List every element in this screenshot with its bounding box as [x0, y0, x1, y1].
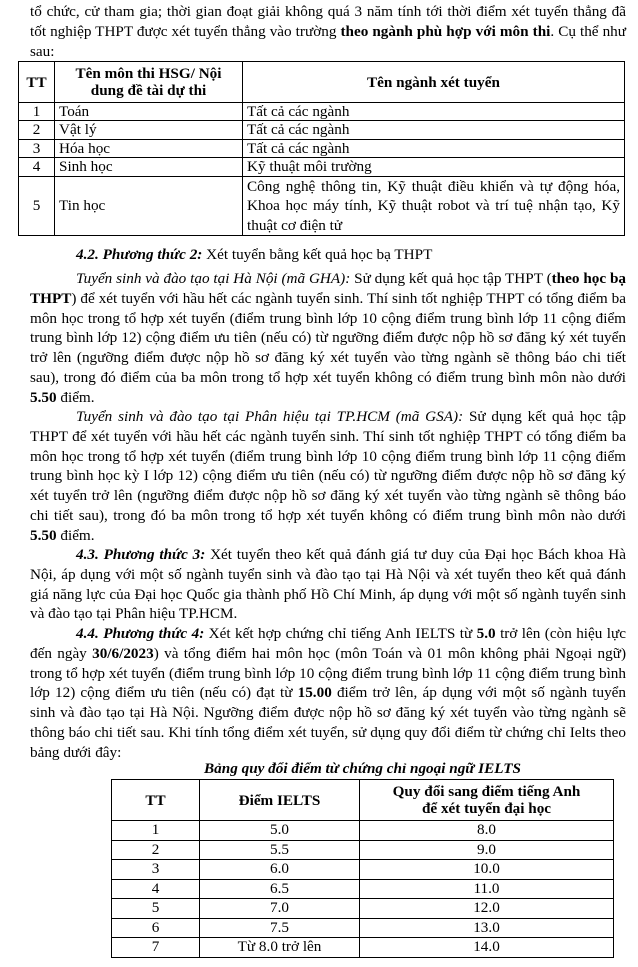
section-4-3-text: Xét tuyển theo kết quả đánh giá tư duy của Đại học Bách khoa Hà Nội, áp dụng với một số ngành tuyển sinh và đào tạo tại Hà Nội và xét tuyển theo kết quả đánh giá năng lực của Đại học Quốc gia thành phố Hồ Chí Minh, áp dụng với một số ngành tuyển sinh và đào tạo tại Phân hiệu TP.HCM.: [30, 546, 626, 623]
header-majors: Tên ngành xét tuyển: [243, 62, 625, 103]
paragraph-hanoi: [30, 269, 626, 408]
section-4-3-title: 4.3. Phương thức 3:: [76, 546, 206, 563]
row-tt: 1: [112, 821, 200, 841]
hanoi-text-2: ) để xét tuyển với hầu hết các ngành tuyển sinh. Thí sinh tốt nghiệp THPT có tổng điểm ba môn học trong tổ hợp xét tuyển (điểm trung bình lớp 10 cộng điểm trung bình lớp 11 cộng điểm trung bình lớp 12) cộng điểm ưu tiên (nếu có) từ ngưỡng điểm được nộp hồ sơ đăng ký xét tuyển trở lên (ngưỡng điểm được nộp hồ sơ đăng ký xét tuyển vào từng ngành sẽ thông báo chi tiết sau), trong đó điểm của ba môn trong tổ hợp xét tuyển không có điểm trung bình môn nào dưới: [30, 289, 626, 386]
row-subject: Toán: [55, 103, 243, 121]
section-4-2-heading: [30, 245, 626, 265]
table-row: [19, 121, 625, 139]
row-score: 13.0: [360, 918, 614, 938]
table-row: [19, 139, 625, 157]
header-ielts: Điểm IELTS: [200, 780, 360, 821]
section-4-4-bold-2: 30/6/2023: [92, 644, 154, 662]
hcm-text-2: điểm.: [56, 526, 95, 544]
table-row: [112, 879, 614, 899]
header-subject: Tên môn thi HSG/ Nội dung đề tài dự thi: [55, 62, 243, 103]
ielts-table-caption: Bảng quy đổi điểm từ chứng chỉ ngoại ngữ IELTS: [204, 760, 521, 777]
row-tt: 4: [19, 158, 55, 176]
row-ielts: 6.0: [200, 860, 360, 880]
row-majors: Tất cả các ngành: [243, 121, 625, 139]
section-4-4-text-3: ) và tổng điểm hai môn học (môn Toán và 01 môn không phải Ngoại ngữ) trong tổ hợp xét tuyển (điểm trung bình lớp 10 cộng điểm trung bình lớp 11 cộng điểm trung bình lớp 12) cộng điểm ưu tiên (nếu có) đạt từ: [30, 644, 627, 702]
row-tt: 4: [112, 879, 200, 899]
hanoi-bold-1: theo học bạ THPT: [30, 270, 626, 307]
table-row: [112, 821, 614, 841]
table-row: [19, 158, 625, 176]
row-ielts: 5.5: [200, 840, 360, 860]
row-ielts: 7.0: [200, 899, 360, 919]
row-score: 14.0: [360, 938, 614, 958]
row-tt: 5: [19, 176, 55, 236]
header-tt: TT: [19, 62, 55, 103]
row-score: 12.0: [360, 899, 614, 919]
subjects-table: [18, 61, 625, 236]
row-tt: 1: [19, 103, 55, 121]
row-tt: 2: [112, 840, 200, 860]
header-tt: TT: [112, 780, 200, 821]
row-ielts: Từ 8.0 trở lên: [200, 938, 360, 958]
row-tt: 3: [112, 860, 200, 880]
section-4-4-text-2: trở lên (còn hiệu lực đến ngày: [30, 625, 626, 662]
table-row: [112, 860, 614, 880]
hcm-label: Tuyển sinh và đào tạo tại Phân hiệu tại TP.HCM (mã GSA):: [76, 408, 464, 425]
intro-text-end: . Cụ thể như sau:: [30, 22, 626, 60]
row-subject: Sinh học: [55, 158, 243, 176]
row-subject: Tin học: [55, 176, 243, 236]
hanoi-label: Tuyển sinh và đào tạo tại Hà Nội (mã GHA):: [76, 270, 351, 287]
row-majors: Kỹ thuật môi trường: [243, 158, 625, 176]
section-4-4-text-1: Xét kết hợp chứng chỉ tiếng Anh IELTS từ: [204, 625, 477, 642]
hcm-text-1: Sử dụng kết quả học tập THPT để xét tuyển với hầu hết các ngành tuyển sinh. Thí sinh tốt nghiệp THPT có tổng điểm ba môn học trong tổ hợp xét tuyển (điểm trung bình lớp 10 cộng điểm trung bình lớp 11 cộng điểm trung bình học kỳ I lớp 12) cộng điểm ưu tiên (nếu có) từ ngưỡng điểm được nộp hồ sơ đăng ký xét tuyển trở lên (ngưỡng điểm được nộp hồ sơ đăng ký xét tuyển vào từng ngành sẽ thông báo chi tiết sau), trong đó ba môn trong tổ hợp xét tuyển không có điểm trung bình môn nào dưới: [30, 408, 626, 524]
paragraph-hcm: [30, 407, 626, 546]
row-tt: 5: [112, 899, 200, 919]
header-converted: Quy đổi sang điểm tiếng Anh để xét tuyển đại học: [360, 780, 614, 821]
row-subject: Vật lý: [55, 121, 243, 139]
section-4-3: [30, 545, 626, 624]
table-header-row: [112, 780, 614, 821]
table-header-row: [19, 62, 625, 103]
row-tt: 6: [112, 918, 200, 938]
row-ielts: 6.5: [200, 879, 360, 899]
hcm-bold-1: 5.50: [30, 526, 57, 544]
section-4-2-title: 4.2. Phương thức 2:: [76, 246, 203, 263]
row-subject: Hóa học: [55, 139, 243, 157]
table-row: [112, 938, 614, 958]
intro-text: tổ chức, cử tham gia; thời gian đoạt giải không quá 3 năm tính tới thời điểm xét tuyển thẳng đã tốt nghiệp THPT được xét tuyển thẳng vào trường: [30, 3, 626, 40]
row-tt: 3: [19, 139, 55, 157]
row-majors: Tất cả các ngành: [243, 103, 625, 121]
section-4-4: [30, 624, 626, 763]
ielts-table: [111, 779, 614, 958]
row-score: 11.0: [360, 879, 614, 899]
section-4-4-title: 4.4. Phương thức 4:: [76, 625, 205, 642]
table-row: [112, 899, 614, 919]
row-ielts: 5.0: [200, 821, 360, 841]
table-row: [112, 840, 614, 860]
table-row: [112, 918, 614, 938]
intro-bold: theo ngành phù hợp với môn thi: [340, 22, 551, 40]
row-tt: 7: [112, 938, 200, 958]
row-ielts: 7.5: [200, 918, 360, 938]
section-4-4-text-4: điểm trở lên, áp dụng với một số ngành tuyển sinh và đào tạo tại Hà Nội. Ngưỡng điểm được nộp hồ sơ đăng ký xét tuyển vào từng ngành sẽ thông báo chi tiết sau. Khi tính tổng điểm xét tuyển, sử dụng quy đổi điểm từ chứng chỉ Ielts theo bảng dưới đây:: [30, 684, 626, 761]
table-row: [19, 103, 625, 121]
row-score: 10.0: [360, 860, 614, 880]
section-4-4-bold-1: 5.0: [476, 625, 496, 642]
section-4-4-bold-3: 15.00: [297, 684, 332, 702]
intro-paragraph: [30, 2, 626, 61]
hanoi-bold-2: 5.50: [30, 388, 57, 406]
row-majors: Công nghệ thông tin, Kỹ thuật điều khiển và tự động hóa, Khoa học máy tính, Kỹ thuật robot và trí tuệ nhận tạo, Kỹ thuật cơ điện tử: [243, 176, 625, 236]
row-tt: 2: [19, 121, 55, 139]
hanoi-text-1: Sử dụng kết quả học tập THPT (: [350, 270, 552, 287]
row-score: 9.0: [360, 840, 614, 860]
row-score: 8.0: [360, 821, 614, 841]
hanoi-text-3: điểm.: [56, 388, 95, 406]
table-row: [19, 176, 625, 236]
section-4-2-subtitle: Xét tuyển bằng kết quả học bạ THPT: [202, 246, 433, 263]
row-majors: Tất cả các ngành: [243, 139, 625, 157]
